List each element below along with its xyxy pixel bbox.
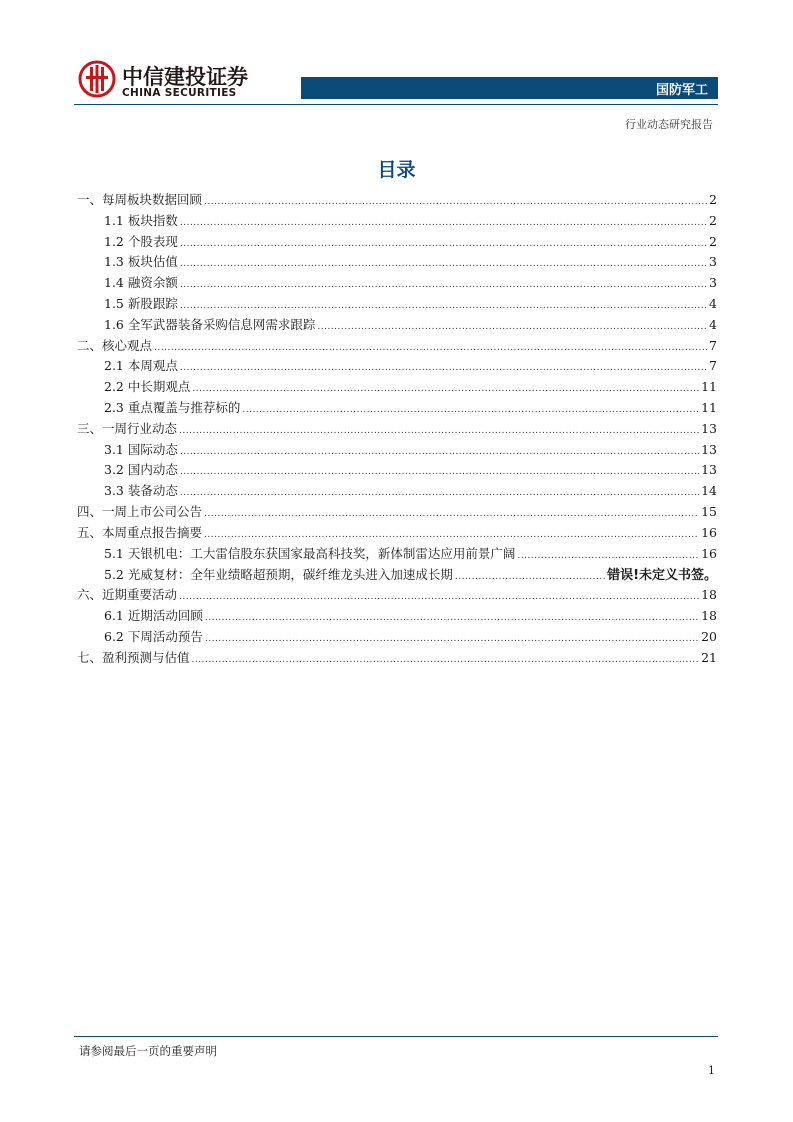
toc-entry-page: 11 [701,379,717,395]
china-securities-logo-icon [78,60,116,98]
toc-entry-title: 七、盈利预测与估值 [77,649,190,665]
toc-entry[interactable] [77,502,717,523]
toc-entry-page: 20 [701,628,717,644]
toc-entry-page: 7 [709,337,717,353]
toc-entry-title: 6.2 下周活动预告 [104,628,203,644]
brand-name-en: CHINA SECURITIES [122,87,237,99]
toc-entry-title: 6.1 近期活动回顾 [104,607,203,623]
toc-entry-title: 三、一周行业动态 [77,420,178,436]
toc-entry-page: 2 [709,192,717,207]
toc-entry-title: 5.1 天银机电：工大雷信股东获国家最高科技奖，新体制雷达应用前景广阔 [104,545,516,561]
toc-entry-page: 2 [709,212,717,228]
brand-logo [78,60,258,100]
toc-entry[interactable] [77,232,717,253]
toc-entry[interactable] [77,585,717,606]
toc-entry-page: 15 [701,503,717,519]
toc-entry[interactable] [77,564,717,585]
toc-entry-page: 2 [709,233,717,249]
toc-entry-page: 7 [709,358,717,374]
industry-category: 国防军工 [655,83,708,98]
toc-leader-dots [242,405,699,415]
toc-entry[interactable] [77,398,717,419]
toc-leader-dots [180,467,699,477]
toc-entry[interactable] [77,211,717,232]
toc-leader-dots [179,426,699,436]
toc-leader-dots [205,634,699,644]
toc-entry[interactable] [77,481,717,502]
toc-leader-dots [192,384,699,394]
toc-leader-dots [154,343,707,353]
toc-entry-page: 16 [701,524,717,540]
brand-name-cn: 中信建投证券 [122,65,248,89]
toc-entry-page: 13 [701,441,717,457]
toc-entry-title: 5.2 光威复材：全年业绩略超预期，碳纤维龙头进入加速成长期 [104,567,453,583]
toc-entry[interactable] [77,627,717,648]
header-divider [74,104,718,105]
toc-entry-title: 1.3 板块估值 [104,254,178,270]
toc-entry[interactable] [77,606,717,627]
toc-entry-page: 14 [701,483,717,499]
toc-entry-page: 11 [701,399,717,415]
toc-leader-dots [179,592,699,602]
toc-entry-title: 四、一周上市公司公告 [77,503,203,519]
toc-title: 目录 [377,159,416,181]
toc-entry-title: 一、每周板块数据回顾 [77,192,203,207]
toc-entry-page: 4 [709,316,717,332]
toc-entry-title: 1.1 板块指数 [104,212,178,228]
toc-entry[interactable] [77,648,717,669]
toc-leader-dots [180,363,707,373]
toc-entry[interactable] [77,440,717,461]
toc-entry[interactable] [77,273,717,294]
toc-entry[interactable] [77,315,717,336]
header-bar [301,77,718,99]
toc-entry-page: 13 [701,462,717,478]
toc-entry-page: 18 [701,607,717,623]
toc-entry[interactable] [77,377,717,398]
toc-leader-dots [180,301,707,311]
toc-entry-page: 16 [701,545,717,561]
toc-entry[interactable] [77,252,717,273]
toc-leader-dots [204,530,699,540]
toc-leader-dots [180,280,707,290]
page-number: 1 [708,1064,715,1077]
toc-entry-page: 错误!未定义书签。 [607,568,717,584]
toc-entry-page: 3 [709,275,717,291]
toc-entry-title: 2.1 本周观点 [104,358,178,374]
toc-leader-dots [180,447,699,457]
toc-entry-title: 3.1 国际动态 [104,441,178,457]
toc-leader-dots [180,488,699,498]
toc-entry-title: 3.2 国内动态 [104,462,178,478]
toc-entry-page: 4 [709,295,717,311]
toc-entry[interactable] [77,294,717,315]
toc-entry[interactable] [77,523,717,544]
toc-leader-dots [317,322,707,332]
toc-entry-title: 2.3 重点覆盖与推荐标的 [104,399,241,415]
toc-entry-title: 五、本周重点报告摘要 [77,524,203,540]
toc-leader-dots [180,218,707,228]
toc-entry-title: 1.6 全军武器装备采购信息网需求跟踪 [104,316,316,332]
toc-entry-page: 18 [701,587,717,603]
toc-entry[interactable] [77,460,717,481]
toc-entry[interactable] [77,336,717,357]
toc-entry-page: 13 [701,420,717,436]
report-type: 行业动态研究报告 [625,118,713,131]
table-of-contents [77,190,717,668]
toc-leader-dots [204,197,707,207]
toc-entry-title: 1.5 新股跟踪 [104,295,178,311]
toc-entry-title: 3.3 装备动态 [104,483,178,499]
toc-leader-dots [204,509,699,519]
toc-entry-title: 二、核心观点 [77,337,153,353]
toc-entry[interactable] [77,190,717,211]
toc-entry-title: 1.4 融资余额 [104,275,178,291]
toc-entry-page: 3 [709,254,717,270]
toc-leader-dots [180,259,707,269]
toc-entry[interactable] [77,356,717,377]
footer-divider [74,1036,718,1037]
toc-entry-page: 21 [701,649,717,665]
toc-leader-dots [192,655,700,665]
toc-entry-title: 2.2 中长期观点 [104,379,191,395]
toc-leader-dots [205,613,699,623]
toc-leader-dots [180,239,707,249]
toc-entry[interactable] [77,419,717,440]
toc-entry[interactable] [77,544,717,565]
toc-entry-title: 1.2 个股表现 [104,233,178,249]
toc-leader-dots [455,572,605,582]
toc-entry-title: 六、近期重要活动 [77,587,178,603]
disclaimer-note: 请参阅最后一页的重要声明 [79,1044,217,1058]
toc-leader-dots [517,551,699,561]
